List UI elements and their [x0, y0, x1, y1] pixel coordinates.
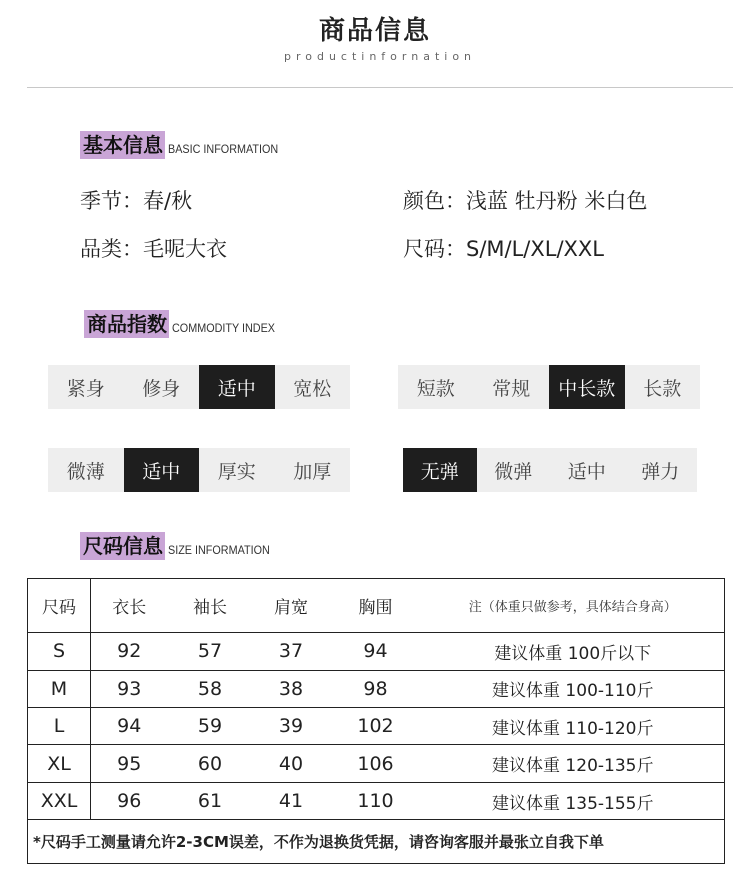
- table-cell: 106: [330, 745, 422, 782]
- thickness-option: 厚实: [217, 460, 256, 483]
- elasticity-index-bar: [403, 448, 697, 492]
- table-cell: 110: [330, 782, 422, 819]
- fit-index-bar: [48, 365, 350, 409]
- table-cell: S: [28, 633, 91, 670]
- size-range-info: 尺码：S/M/L/XL/XXL: [403, 237, 605, 261]
- table-cell: L: [28, 707, 91, 744]
- table-cell: XL: [28, 745, 91, 782]
- table-cell: 建议体重 100-110斤: [422, 670, 725, 707]
- table-cell: 95: [91, 745, 168, 782]
- table-cell: 40: [253, 745, 330, 782]
- size-info-heading-zh: 尺码信息: [80, 532, 165, 560]
- elasticity-option: 弹力: [641, 460, 680, 483]
- table-cell: 建议体重 135-155斤: [422, 782, 725, 819]
- table-header-row: [28, 579, 725, 633]
- table-cell: 59: [168, 707, 253, 744]
- table-cell: 102: [330, 707, 422, 744]
- fit-option: 修身: [142, 377, 181, 400]
- table-cell: 61: [168, 782, 253, 819]
- table-row: [28, 745, 725, 782]
- table-row: [28, 782, 725, 819]
- table-cell: 41: [253, 782, 330, 819]
- elasticity-option: 微弹: [494, 460, 533, 483]
- table-cell: 98: [330, 670, 422, 707]
- category-info: 品类：毛呢大衣: [80, 237, 227, 261]
- commodity-index-heading: [84, 310, 286, 338]
- thickness-option: 适中: [124, 448, 200, 492]
- color-info: 颜色：浅蓝 牡丹粉 米白色: [403, 189, 648, 213]
- table-cell: XXL: [28, 782, 91, 819]
- table-cell: 58: [168, 670, 253, 707]
- table-cell: 93: [91, 670, 168, 707]
- column-header: 注（体重只做参考，具体结合身高）: [422, 579, 725, 633]
- basic-info-heading-en: BASIC INFORMATION: [168, 142, 279, 156]
- commodity-index-heading-en: COMMODITY INDEX: [172, 321, 276, 335]
- size-info-heading: [80, 532, 281, 560]
- length-index-bar: [398, 365, 700, 409]
- season-info: 季节：春/秋: [80, 189, 193, 213]
- table-footnote-row: [28, 820, 725, 864]
- table-cell: 92: [91, 633, 168, 670]
- elasticity-option: 无弹: [403, 448, 477, 492]
- table-row: [28, 707, 725, 744]
- length-option: 常规: [492, 377, 531, 400]
- table-cell: 39: [253, 707, 330, 744]
- page-subtitle: productinfornation: [283, 50, 477, 63]
- header-divider: [27, 87, 733, 88]
- table-cell: M: [28, 670, 91, 707]
- fit-option: 适中: [199, 365, 275, 409]
- table-cell: 建议体重 120-135斤: [422, 745, 725, 782]
- size-footnote: *尺码手工测量请允许2-3CM误差，不作为退换货凭据，请咨询客服并最张立自我下单: [33, 833, 604, 852]
- table-cell: 94: [91, 707, 168, 744]
- fit-option: 紧身: [66, 377, 105, 400]
- table-cell: 建议体重 100斤以下: [422, 633, 725, 670]
- column-header: 胸围: [330, 579, 422, 633]
- table-cell: 建议体重 110-120斤: [422, 707, 725, 744]
- commodity-index-heading-zh: 商品指数: [84, 310, 169, 338]
- thickness-option: 加厚: [293, 460, 332, 483]
- table-cell: 94: [330, 633, 422, 670]
- column-header: 肩宽: [253, 579, 330, 633]
- thickness-index-bar: [48, 448, 350, 492]
- column-header: 袖长: [168, 579, 253, 633]
- table-cell: 60: [168, 745, 253, 782]
- thickness-option: 微薄: [66, 460, 105, 483]
- basic-info-heading-zh: 基本信息: [80, 131, 165, 159]
- column-header: 尺码: [28, 579, 91, 633]
- fit-option: 宽松: [293, 377, 332, 400]
- column-header: 衣长: [91, 579, 168, 633]
- elasticity-option: 适中: [567, 460, 606, 483]
- size-info-heading-en: SIZE INFORMATION: [168, 543, 270, 557]
- table-row: [28, 633, 725, 670]
- table-cell: 96: [91, 782, 168, 819]
- length-option: 短款: [416, 377, 455, 400]
- table-cell: 57: [168, 633, 253, 670]
- length-option: 长款: [643, 377, 682, 400]
- table-cell: 38: [253, 670, 330, 707]
- page-title: 商品信息: [318, 16, 431, 46]
- size-table: [27, 578, 725, 864]
- table-row: [28, 670, 725, 707]
- table-cell: 37: [253, 633, 330, 670]
- length-option: 中长款: [549, 365, 625, 409]
- basic-info-heading: [80, 131, 290, 159]
